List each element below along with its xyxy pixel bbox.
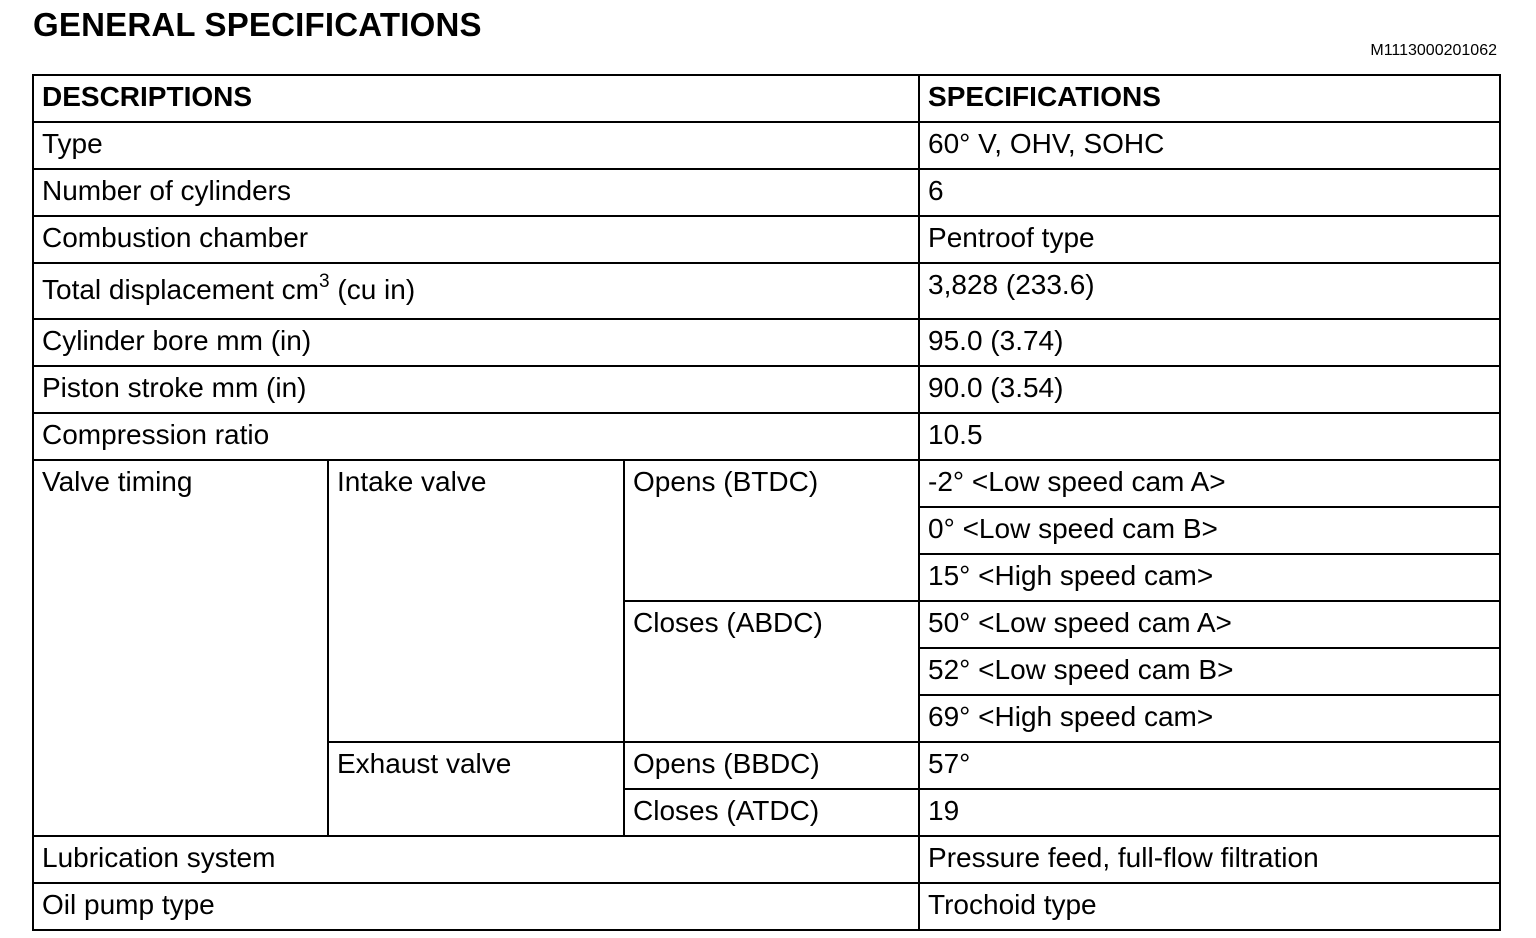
displacement-label-text: Total displacement cm bbox=[42, 274, 320, 305]
intake-opens-label: Opens (BTDC) bbox=[624, 460, 919, 601]
header-descriptions: DESCRIPTIONS bbox=[33, 75, 919, 122]
header-specifications: SPECIFICATIONS bbox=[919, 75, 1500, 122]
exhaust-closes-value: 19 bbox=[919, 789, 1500, 836]
table-row bbox=[33, 122, 1500, 169]
row-value-compression-ratio: 10.5 bbox=[919, 413, 1500, 460]
row-value-displacement: 3,828 (233.6) bbox=[919, 263, 1500, 319]
row-label-cylinders: Number of cylinders bbox=[33, 169, 919, 216]
intake-opens-value-3: 15° <High speed cam> bbox=[919, 554, 1500, 601]
specifications-table bbox=[32, 74, 1501, 931]
row-label-stroke: Piston stroke mm (in) bbox=[33, 366, 919, 413]
table-row bbox=[33, 883, 1500, 930]
table-row bbox=[33, 263, 1500, 319]
table-row bbox=[33, 216, 1500, 263]
page-title: GENERAL SPECIFICATIONS bbox=[33, 6, 482, 43]
table-row bbox=[33, 319, 1500, 366]
table-row bbox=[33, 836, 1500, 883]
row-label-compression-ratio: Compression ratio bbox=[33, 413, 919, 460]
table-row bbox=[33, 460, 1500, 507]
table-row bbox=[33, 169, 1500, 216]
displacement-label-superscript: 3 bbox=[319, 270, 330, 292]
intake-opens-value-2: 0° <Low speed cam B> bbox=[919, 507, 1500, 554]
intake-closes-value-2: 52° <Low speed cam B> bbox=[919, 648, 1500, 695]
document-code: M1113000201062 bbox=[1370, 42, 1497, 59]
row-label-displacement bbox=[33, 263, 919, 319]
valve-timing-label: Valve timing bbox=[33, 460, 328, 836]
row-value-lubrication: Pressure feed, full-flow filtration bbox=[919, 836, 1500, 883]
row-value-combustion-chamber: Pentroof type bbox=[919, 216, 1500, 263]
intake-valve-label: Intake valve bbox=[328, 460, 624, 742]
row-label-combustion-chamber: Combustion chamber bbox=[33, 216, 919, 263]
intake-closes-value-3: 69° <High speed cam> bbox=[919, 695, 1500, 742]
displacement-label-unit: (cu in) bbox=[329, 274, 416, 305]
table-row bbox=[33, 413, 1500, 460]
intake-opens-value-1: -2° <Low speed cam A> bbox=[919, 460, 1500, 507]
exhaust-valve-label: Exhaust valve bbox=[328, 742, 624, 836]
table-row bbox=[33, 366, 1500, 413]
row-label-type: Type bbox=[33, 122, 919, 169]
row-value-cylinders: 6 bbox=[919, 169, 1500, 216]
exhaust-closes-label: Closes (ATDC) bbox=[624, 789, 919, 836]
row-value-stroke: 90.0 (3.54) bbox=[919, 366, 1500, 413]
exhaust-opens-value: 57° bbox=[919, 742, 1500, 789]
intake-closes-label: Closes (ABDC) bbox=[624, 601, 919, 742]
row-label-oil-pump: Oil pump type bbox=[33, 883, 919, 930]
row-label-lubrication: Lubrication system bbox=[33, 836, 919, 883]
exhaust-opens-label: Opens (BBDC) bbox=[624, 742, 919, 789]
row-value-type: 60° V, OHV, SOHC bbox=[919, 122, 1500, 169]
intake-closes-value-1: 50° <Low speed cam A> bbox=[919, 601, 1500, 648]
row-value-oil-pump: Trochoid type bbox=[919, 883, 1500, 930]
table-header-row bbox=[33, 75, 1500, 122]
row-value-bore: 95.0 (3.74) bbox=[919, 319, 1500, 366]
row-label-bore: Cylinder bore mm (in) bbox=[33, 319, 919, 366]
